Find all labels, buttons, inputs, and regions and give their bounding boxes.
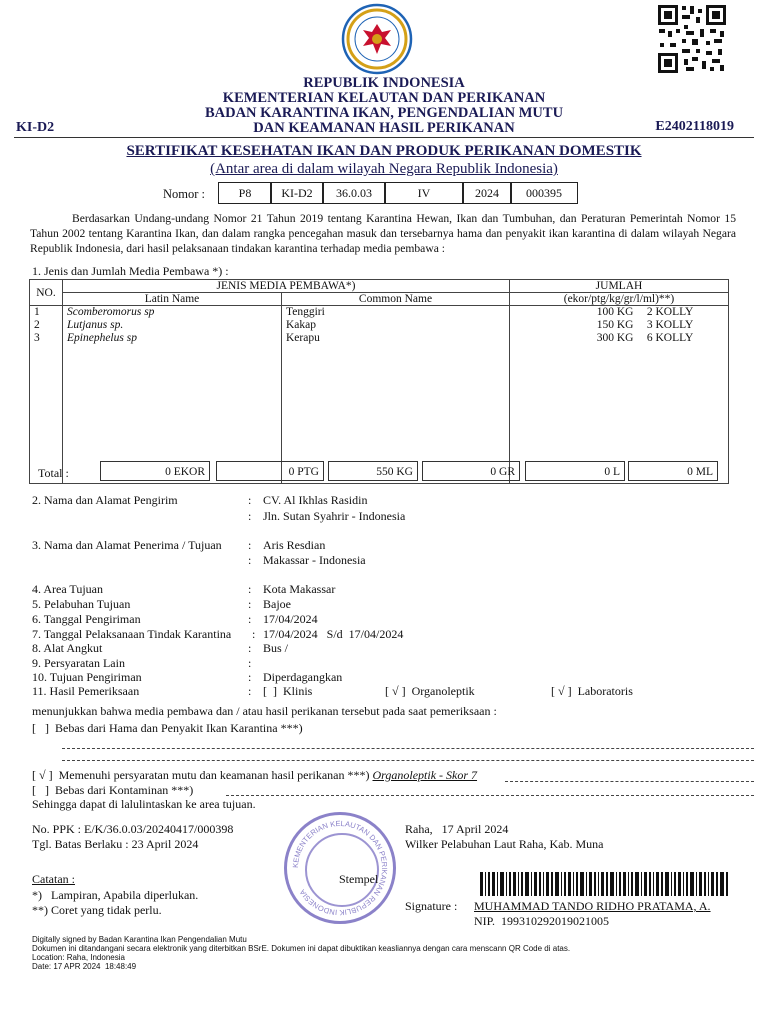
total-gr: 0 GR <box>422 461 520 481</box>
ppk-number: No. PPK : E/K/36.0.03/20240417/000398 <box>32 822 234 836</box>
dashed-line <box>226 795 754 796</box>
area-value: Kota Makassar <box>263 582 336 596</box>
row-common: Kerapu <box>286 332 320 344</box>
col-latin: Latin Name <box>63 293 282 306</box>
footer-note: Dokumen ini ditandangani secara elektronik yang diterbitkan BSrE. Dokumen ini dapat dibuktikan keasliannya dengan cara menscann QR Code di atas. <box>32 944 571 953</box>
ministry-logo <box>335 2 419 76</box>
check-pest-free: [ ] Bebas dari Hama dan Penyakit Ikan Karantina ***) <box>32 721 303 735</box>
qr-code[interactable] <box>656 3 728 75</box>
section1-title: 1. Jenis dan Jumlah Media Pembawa *) : <box>32 264 229 278</box>
header-divider <box>14 137 754 138</box>
area-label: 4. Area Tujuan <box>32 582 104 596</box>
quarantine-date-value: 17/04/2024 S/d 17/04/2024 <box>263 627 404 641</box>
row-qty: 100 <box>596 306 614 318</box>
ship-date-label: 6. Tanggal Pengiriman <box>32 612 141 626</box>
header-agency-2: DAN KEAMANAN HASIL PERIKANAN <box>253 120 515 136</box>
row-qty: 150 <box>596 319 614 331</box>
purpose-label: 10. Tujuan Pengiriman <box>32 670 142 684</box>
row-unit: KG <box>616 332 634 344</box>
sender-label: 2. Nama dan Alamat Pengirim <box>32 493 178 507</box>
certificate-subtitle: (Antar area di dalam wilayah Negara Republik Indonesia) <box>210 161 558 177</box>
exam-organoleptik: [ √ ] Organoleptik <box>385 684 475 698</box>
row-common: Tenggiri <box>286 306 325 318</box>
note-2: **) Coret yang tidak perlu. <box>32 903 162 917</box>
stamp-ring-text: KEMENTERIAN KELAUTAN DAN PERIKANAN REPUBLIK INDONESIA <box>290 818 390 918</box>
sender-name: CV. Al Ikhlas Rasidin <box>263 493 368 507</box>
check-quality-text: [ √ ] Memenuhi persyaratan mutu dan keamanan hasil perikanan ***) <box>32 768 370 782</box>
col-unit: (ekor/ptg/kg/gr/l/ml)**) <box>510 293 729 306</box>
statement-text: menunjukkan bahwa media pembawa dan / atau hasil perikanan tersebut pada saat pemeriksaan : <box>32 704 497 718</box>
total-ptg: 0 PTG <box>216 461 324 481</box>
certificate-number: E2402118019 <box>655 119 734 134</box>
row-qty: 300 <box>596 332 614 344</box>
nomor-part: P8 <box>218 182 272 204</box>
total-l: 0 L <box>525 461 625 481</box>
office-name: Wilker Pelabuhan Laut Raha, Kab. Muna <box>405 837 604 851</box>
nomor-part: 2024 <box>462 182 512 204</box>
form-code: KI-D2 <box>16 120 55 135</box>
note-1: *) Lampiran, Apabila diperlukan. <box>32 888 199 902</box>
exam-klinis: [ ] Klinis <box>263 684 313 698</box>
svg-text:KEMENTERIAN KELAUTAN DAN PERIK <box>291 819 389 917</box>
row-no: 1 <box>34 306 40 318</box>
footer-signed: Digitally signed by Badan Karantina Ikan Pengendalian Mutu <box>32 935 247 944</box>
dashed-line <box>62 748 754 749</box>
row-unit: KG <box>616 319 634 331</box>
official-stamp <box>284 812 396 924</box>
exam-laboratoris: [ √ ] Laboratoris <box>551 684 633 698</box>
signer-name: MUHAMMAD TANDO RIDHO PRATAMA, A. <box>474 899 711 913</box>
media-table <box>29 279 729 484</box>
row-no: 2 <box>34 319 40 331</box>
receiver-label: 3. Nama dan Alamat Penerima / Tujuan <box>32 538 222 552</box>
nomor-part: KI-D2 <box>270 182 324 204</box>
header-republic: REPUBLIK INDONESIA <box>303 75 465 91</box>
check-contaminant: [ ] Bebas dari Kontaminan ***) <box>32 783 194 797</box>
barcode <box>480 872 728 896</box>
header-ministry: KEMENTERIAN KELAUTAN DAN PERIKANAN <box>222 90 546 106</box>
transport-value: Bus / <box>263 641 289 655</box>
row-latin: Lutjanus sp. <box>67 319 124 331</box>
nomor-part: 36.0.03 <box>322 182 386 204</box>
exam-result-label: 11. Hasil Pemeriksaan <box>32 684 140 698</box>
row-latin: Scomberomorus sp <box>67 306 155 318</box>
col-jenis: JENIS MEDIA PEMBAWA*) <box>63 280 510 293</box>
certificate-title: SERTIFIKAT KESEHATAN IKAN DAN PRODUK PERIKANAN DOMESTIK <box>126 143 642 159</box>
col-jumlah: JUMLAH <box>510 280 729 293</box>
nomor-label: Nomor : <box>163 187 206 201</box>
row-kolly: 6 KOLLY <box>646 332 694 344</box>
check-quality <box>32 768 477 783</box>
other-req-label: 9. Persyaratan Lain <box>32 656 125 670</box>
row-no: 3 <box>34 332 40 344</box>
stempel-label: Stempel <box>339 872 379 886</box>
header-agency: BADAN KARANTINA IKAN, PENGENDALIAN MUTU <box>204 105 564 121</box>
footer-date: Date: 17 APR 2024 18:48:49 <box>32 962 137 971</box>
check-quality-value: Organoleptik - Skor 7 <box>372 768 478 782</box>
dashed-line <box>505 781 754 782</box>
total-label: Total : <box>38 466 69 480</box>
row-kolly: 2 KOLLY <box>646 306 694 318</box>
nomor-part: IV <box>384 182 464 204</box>
transport-label: 8. Alat Angkut <box>32 641 103 655</box>
col-no: NO. <box>30 280 63 306</box>
release-text: Sehingga dapat di lalulintaskan ke area tujuan. <box>32 797 256 811</box>
sender-address: Jln. Sutan Syahrir - Indonesia <box>263 509 406 523</box>
total-kg: 550 KG <box>328 461 418 481</box>
nomor-part: 000395 <box>510 182 578 204</box>
total-ml: 0 ML <box>628 461 718 481</box>
signer-nip: NIP. 199310292019021005 <box>474 914 610 928</box>
receiver-name: Aris Resdian <box>263 538 326 552</box>
total-ekor: 0 EKOR <box>100 461 210 481</box>
row-kolly: 3 KOLLY <box>646 319 694 331</box>
valid-until: Tgl. Batas Berlaku : 23 April 2024 <box>32 837 199 851</box>
col-common: Common Name <box>282 293 510 306</box>
stamp-text-ring <box>287 815 393 921</box>
place-date: Raha, 17 April 2024 <box>405 822 509 836</box>
intro-paragraph <box>30 211 736 256</box>
footer-location: Location: Raha, Indonesia <box>32 953 125 962</box>
dashed-line <box>62 760 754 761</box>
port-value: Bajoe <box>263 597 291 611</box>
notes-title: Catatan : <box>32 872 75 886</box>
signature-label: Signature : <box>405 899 458 913</box>
intro-text: Berdasarkan Undang-undang Nomor 21 Tahun 2019 tentang Karantina Hewan, Ikan dan Tumbuhan, dan Peraturan Pemerintah Nomor 15 Tahun 2002 tentang Karantina Ikan, dan dalam rangka pencegahan masuk dan tersebarnya hama dan penyakit ikan karantina di dalam wilayah Negara Republik Indonesia, dari hasil pelaksanaan tindakan karantina terhadap media pembawa : <box>30 212 736 255</box>
ship-date-value: 17/04/2024 <box>263 612 318 626</box>
row-unit: KG <box>616 306 634 318</box>
row-latin: Epinephelus sp <box>67 332 137 344</box>
receiver-address: Makassar - Indonesia <box>263 553 366 567</box>
quarantine-date-label: 7. Tanggal Pelaksanaan Tindak Karantina <box>32 627 232 641</box>
purpose-value: Diperdagangkan <box>263 670 343 684</box>
row-common: Kakap <box>286 319 317 331</box>
port-label: 5. Pelabuhan Tujuan <box>32 597 131 611</box>
